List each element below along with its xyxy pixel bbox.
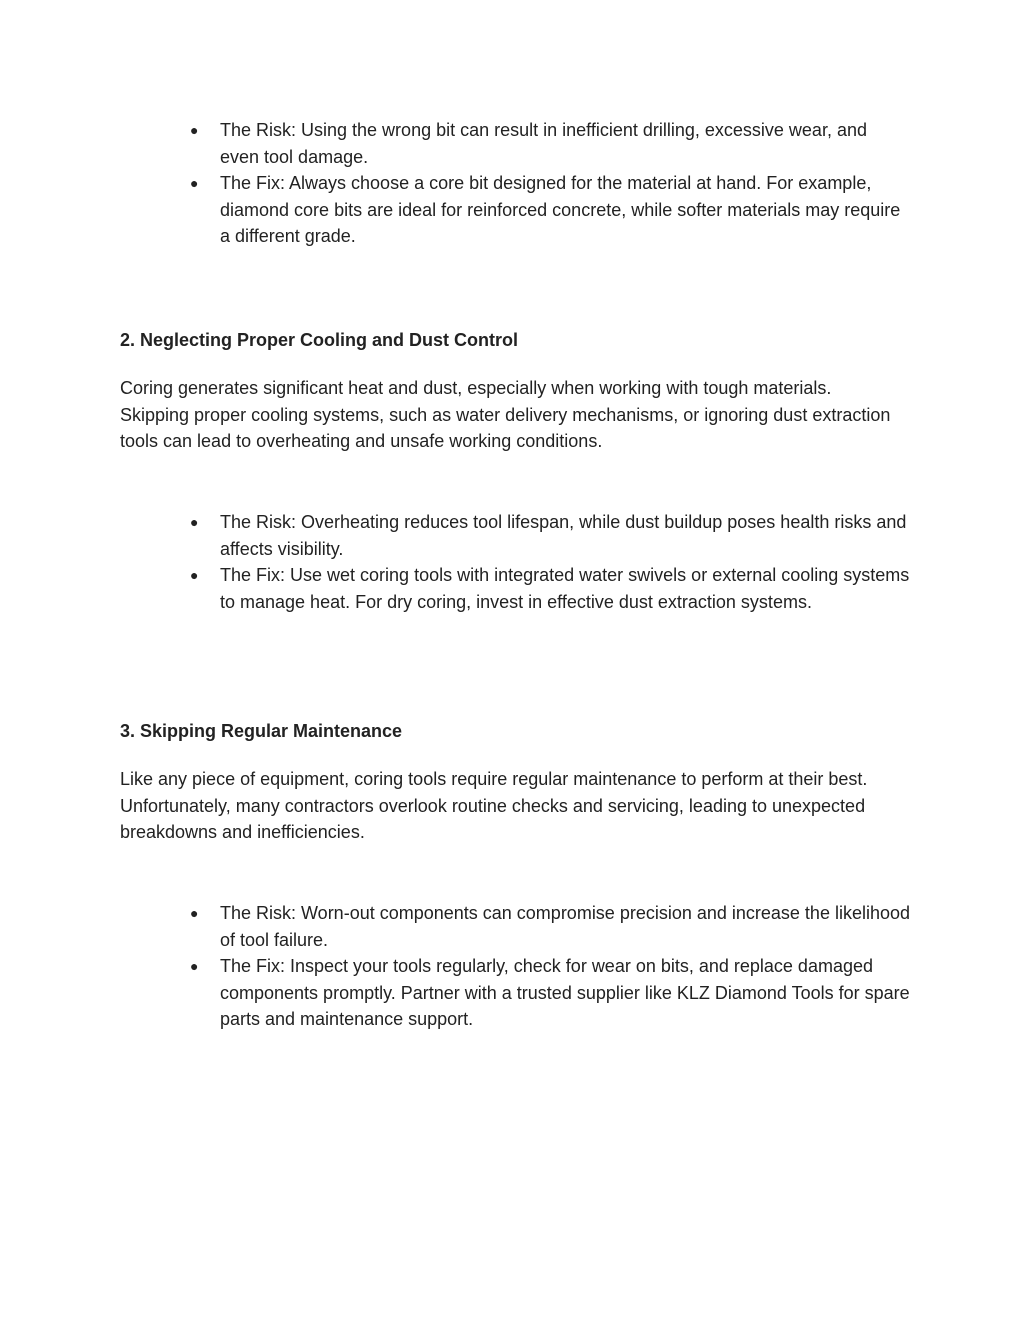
section3-bullet-list	[190, 900, 910, 1033]
section2-heading: 2. Neglecting Proper Cooling and Dust Control	[120, 330, 519, 350]
section3-paragraph: Like any piece of equipment, coring tools require regular maintenance to perform at their best. Unfortunately, many contractors overlook routine checks and servicing, leading to unexpected breakdowns and inefficiencies.	[120, 769, 868, 842]
bullet-icon: ●	[190, 175, 199, 191]
bullet-text: The Risk: Worn-out components can compromise precision and increase the likelihood of tool failure.	[220, 903, 911, 950]
bullet-text: The Fix: Use wet coring tools with integrated water swivels or external cooling systems to manage heat. For dry coring, invest in effective dust extraction systems.	[220, 565, 910, 612]
section3-heading: 3. Skipping Regular Maintenance	[120, 721, 403, 741]
list-item	[190, 509, 910, 562]
bullet-icon: ●	[190, 567, 199, 583]
bullet-text: The Fix: Inspect your tools regularly, check for wear on bits, and replace damaged components promptly. Partner with a trusted supplier like KLZ Diamond Tools for spare parts and maintenance support.	[220, 956, 910, 1029]
list-item	[190, 900, 910, 953]
list-item	[190, 562, 910, 615]
section1-bullet-list	[190, 117, 910, 250]
section2-paragraph: Coring generates significant heat and dust, especially when working with tough materials. Skipping proper cooling systems, such as water delivery mechanisms, or ignoring dust extraction tools can lead to overheating and unsafe working conditions.	[120, 378, 891, 451]
bullet-text: The Fix: Always choose a core bit designed for the material at hand. For example, diamond core bits are ideal for reinforced concrete, while softer materials may require a different grade.	[220, 173, 901, 246]
bullet-text: The Risk: Overheating reduces tool lifespan, while dust buildup poses health risks and affects visibility.	[220, 512, 907, 559]
bullet-icon: ●	[190, 122, 199, 138]
list-item	[190, 117, 910, 170]
list-item	[190, 170, 910, 250]
bullet-icon: ●	[190, 958, 199, 974]
list-item	[190, 953, 910, 1033]
bullet-text: The Risk: Using the wrong bit can result in inefficient drilling, excessive wear, and even tool damage.	[220, 120, 867, 167]
bullet-icon: ●	[190, 905, 199, 921]
section2-bullet-list	[190, 509, 910, 615]
bullet-icon: ●	[190, 514, 199, 530]
